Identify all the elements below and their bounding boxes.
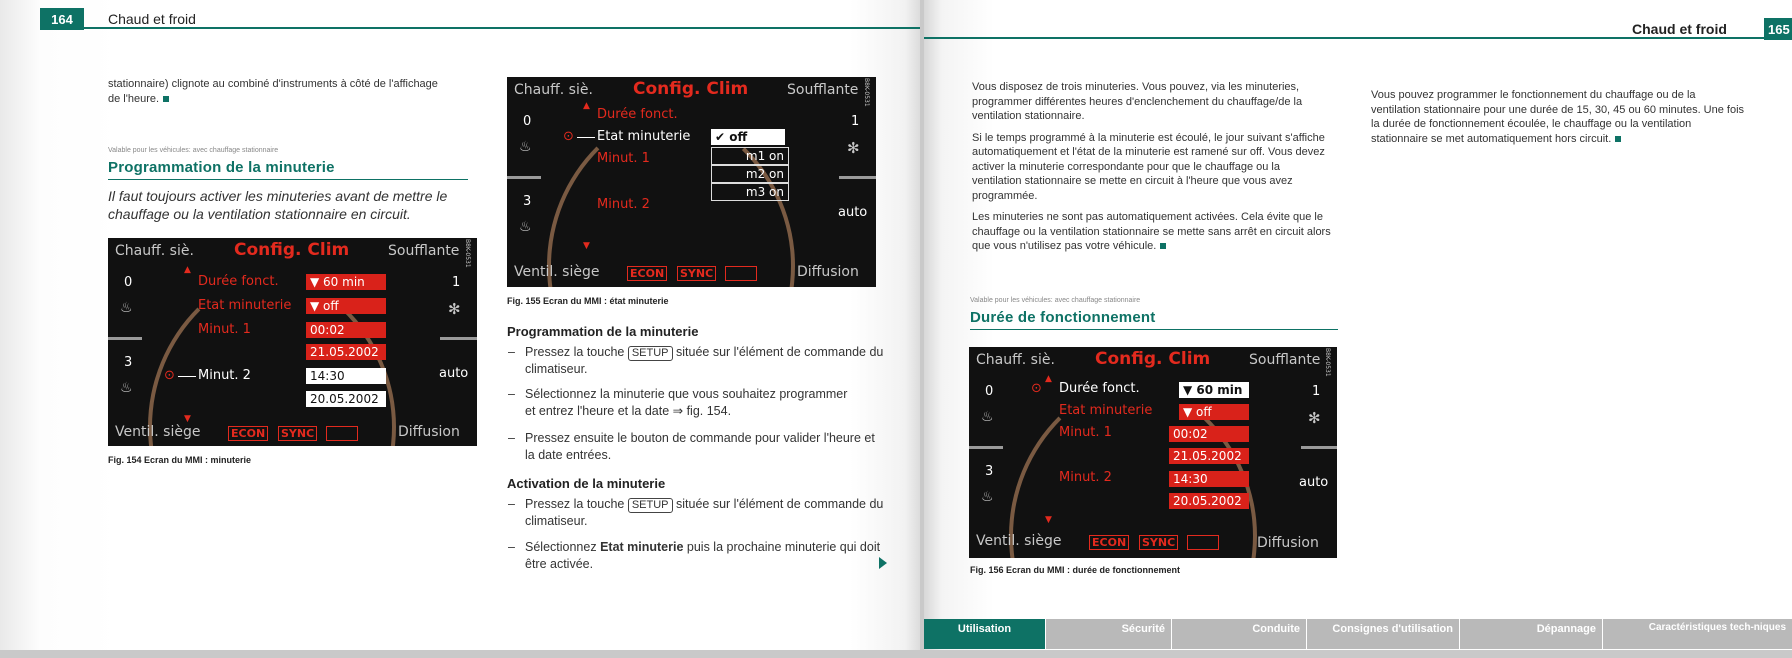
end-mark-icon [163, 96, 169, 102]
sync-tab: SYNC [677, 266, 716, 281]
mmi-screen-fig155 [507, 77, 876, 287]
option-m2-on[interactable]: m2 on [711, 165, 789, 183]
fig156-caption: Fig. 156 Ecran du MMI : durée de fonctionnement [970, 565, 1181, 575]
right-auto: auto [439, 366, 469, 381]
econ-tab: ECON [228, 426, 268, 441]
scroll-up-icon: ▲ [184, 265, 191, 275]
bottom-right-label: Diffusion [1257, 535, 1319, 551]
seat-vent-icon: ♨ [519, 219, 532, 235]
right-divider [1301, 446, 1337, 449]
selector-ring-icon: ⊙ [1031, 381, 1042, 396]
mmi-screen-fig156 [969, 347, 1337, 558]
list-item: – Pressez la touche SETUP située sur l'élément de commande du climatiseur. [508, 497, 884, 528]
row-minut1: Minut. 1 [1059, 425, 1112, 440]
list-item: – Sélectionnez la minuterie que vous souhaitez programmer et entrez l'heure et la date ⇒ fig. 154. [508, 387, 848, 418]
scroll-down-icon: ▼ [583, 241, 590, 251]
continue-arrow-icon [879, 557, 887, 569]
section2-title: Activation de la minuterie [507, 476, 666, 491]
section-heading: Durée de fonctionnement [970, 309, 1156, 326]
top-right-label: Soufflante [388, 243, 460, 259]
bottom-left-label: Ventil. siège [976, 533, 1062, 549]
minut2-time: 14:30 [306, 368, 386, 384]
bottom-right-label: Diffusion [797, 264, 859, 280]
sync-tab: SYNC [278, 426, 317, 441]
fig154-caption: Fig. 154 Ecran du MMI : minuterie [108, 455, 252, 465]
row-duree: Durée fonct. [1059, 381, 1140, 396]
page-number: 164 [40, 8, 84, 30]
seat-heat-icon: ♨ [120, 300, 133, 316]
scroll-up-icon: ▲ [1045, 374, 1052, 384]
top-left-label: Chauff. siè. [976, 352, 1055, 368]
col2-text: Vous pouvez programmer le fonctionnement du chauffage ou de la ventilation stationnaire pour une durée de 15, 30, 45 ou 60 minutes. Une fois la durée de fonctionnement écoulée, le chauffage ou la ventilation stationnaire se met automatiquement hors circuit. [1371, 89, 1745, 145]
option-m3-on[interactable]: m3 on [711, 183, 789, 201]
header-rule [924, 37, 1764, 39]
end-mark-icon [1160, 243, 1166, 249]
minut1-time: 00:02 [1169, 426, 1249, 442]
section-heading: Programmation de la minuterie [108, 159, 335, 176]
duree-value: ▼ 60 min [306, 274, 386, 290]
row-minut2: Minut. 2 [597, 197, 650, 212]
nav-tab-conduite[interactable]: Conduite [1172, 619, 1306, 649]
nav-tab-securite[interactable]: Sécurité [1046, 619, 1171, 649]
italic-note: Il faut toujours activer les minuteries avant de mettre le chauffage ou la ventilation stationnaire en circuit. [108, 188, 448, 222]
left-number-3: 3 [985, 464, 994, 479]
etat-value: ▼ off [306, 298, 386, 314]
option-off[interactable]: ✔ off [711, 129, 785, 145]
validity-note: Valable pour les véhicules: avec chauffage stationnaire [108, 147, 279, 154]
row-etat: Etat minuterie [1059, 403, 1153, 418]
sync-tab: SYNC [1139, 535, 1178, 550]
row-minut1: Minut. 1 [198, 322, 251, 337]
scroll-up-icon: ▲ [583, 101, 590, 111]
list-item: – Sélectionnez Etat minuterie puis la prochaine minuterie qui doit être activée. [508, 540, 881, 571]
recirculation-icon [1187, 535, 1219, 550]
row-duree: Durée fonct. [597, 107, 678, 122]
screen-title: Config. Clim [234, 240, 350, 260]
row-etat: Etat minuterie [198, 298, 292, 313]
top-left-label: Chauff. siè. [514, 82, 593, 98]
fan-icon: ✻ [1308, 409, 1321, 427]
selector-line [178, 376, 196, 377]
selector-ring-icon: ⊙ [164, 368, 175, 383]
figure-code: B8K-0531 [863, 78, 870, 107]
list-item: – Pressez la touche SETUP située sur l'élément de commande du climatiseur. [508, 345, 884, 376]
right-number-1: 1 [1312, 384, 1321, 399]
nav-tab-depannage[interactable]: Dépannage [1460, 619, 1602, 649]
right-auto: auto [1299, 475, 1329, 490]
recirculation-icon [725, 266, 757, 281]
row-minut2: Minut. 2 [1059, 470, 1112, 485]
screen-title: Config. Clim [1095, 349, 1211, 369]
bottom-left-label: Ventil. siège [514, 264, 600, 280]
minut2-time: 14:30 [1169, 471, 1249, 487]
duree-value: ▼ 60 min [1179, 382, 1249, 398]
seat-heat-icon: ♨ [519, 139, 532, 155]
left-number-3: 3 [523, 194, 532, 209]
option-m1-on[interactable]: m1 on [711, 147, 789, 165]
row-etat: Etat minuterie [597, 129, 691, 144]
left-number-0: 0 [985, 384, 994, 399]
scroll-down-icon: ▼ [1045, 515, 1052, 525]
econ-tab: ECON [1089, 535, 1129, 550]
seat-vent-icon: ♨ [981, 489, 994, 505]
intro-paragraph: stationnaire) clignote au combiné d'instruments à côté de l'affichage de l'heure. [108, 78, 438, 105]
row-duree: Durée fonct. [198, 274, 279, 289]
fan-icon: ✻ [448, 300, 461, 318]
minut1-time: 00:02 [306, 322, 386, 338]
recirculation-icon [326, 426, 358, 441]
etat-value: ▼ off [1179, 404, 1249, 420]
running-title: Chaud et froid [1632, 21, 1727, 37]
nav-tab-consignes[interactable]: Consignes d'utilisation [1307, 619, 1459, 649]
fig155-caption: Fig. 155 Ecran du MMI : état minuterie [507, 296, 669, 306]
seat-heat-icon: ♨ [981, 409, 994, 425]
heading-rule [108, 179, 468, 180]
top-right-label: Soufflante [787, 82, 859, 98]
scroll-down-icon: ▼ [184, 414, 191, 424]
col1-text: Vous disposez de trois minuteries. Vous pouvez, via les minuteries, programmer différentes heures d'enclenchement du chauffage/de la ventilation stationnaire. Si le temps programmé à la minuterie est écoulé, le jour suivant s'affiche automatiquement et l'état de la minuterie est ramené sur off. Vous devez activer la minuterie correspondante pour que le chauffage ou la ventilation stationnaire se mette en circuit à l'heure que vous avez programmée. Les minuteries ne sont pas automatiquement activées. Cela évite que le chauffage ou la ventilation stationnaire se mette sans arrêt en circuit alors que vous n'utilisez pas votre véhicule. [972, 81, 1331, 252]
selector-ring-icon: ⊙ [563, 129, 574, 144]
heading-rule [970, 329, 1338, 330]
right-number-1: 1 [452, 275, 461, 290]
right-divider [839, 176, 876, 179]
left-number-3: 3 [124, 355, 133, 370]
right-divider [440, 337, 477, 340]
top-left-label: Chauff. siè. [115, 243, 194, 259]
mmi-screen-fig154 [108, 238, 477, 446]
left-divider [969, 446, 1003, 449]
figure-code: B8K-0531 [1324, 348, 1331, 377]
minut2-date: 20.05.2002 [306, 391, 386, 407]
list-item: – Pressez ensuite le bouton de commande pour valider l'heure et la date entrées. [508, 431, 875, 462]
section1-title: Programmation de la minuterie [507, 324, 699, 339]
running-title: Chaud et froid [108, 11, 196, 27]
minut1-date: 21.05.2002 [1169, 448, 1249, 464]
row-minut1: Minut. 1 [597, 151, 650, 166]
econ-tab: ECON [627, 266, 667, 281]
setup-key: SETUP [628, 346, 673, 361]
left-number-0: 0 [124, 275, 133, 290]
nav-tab-caracteristiques[interactable]: Caractéristiques tech-niques [1603, 619, 1792, 649]
left-number-0: 0 [523, 114, 532, 129]
figure-code: B8K-0531 [464, 239, 471, 268]
left-divider [108, 337, 142, 340]
bottom-left-label: Ventil. siège [115, 424, 201, 440]
header-rule [84, 27, 920, 29]
right-auto: auto [838, 205, 868, 220]
screen-title: Config. Clim [633, 79, 749, 99]
page-number: 165 [1764, 18, 1792, 40]
fan-icon: ✻ [847, 139, 860, 157]
right-page [924, 0, 1792, 650]
seat-vent-icon: ♨ [120, 380, 133, 396]
minut1-date: 21.05.2002 [306, 344, 386, 360]
selector-line [577, 137, 595, 138]
setup-key: SETUP [628, 498, 673, 513]
minut2-date: 20.05.2002 [1169, 493, 1249, 509]
row-minut2: Minut. 2 [198, 368, 251, 383]
right-number-1: 1 [851, 114, 860, 129]
bottom-right-label: Diffusion [398, 424, 460, 440]
top-right-label: Soufflante [1249, 352, 1321, 368]
left-divider [507, 176, 541, 179]
nav-tab-utilisation[interactable]: Utilisation [924, 619, 1045, 649]
validity-note: Valable pour les véhicules: avec chauffage stationnaire [970, 297, 1141, 304]
end-mark-icon [1615, 136, 1621, 142]
